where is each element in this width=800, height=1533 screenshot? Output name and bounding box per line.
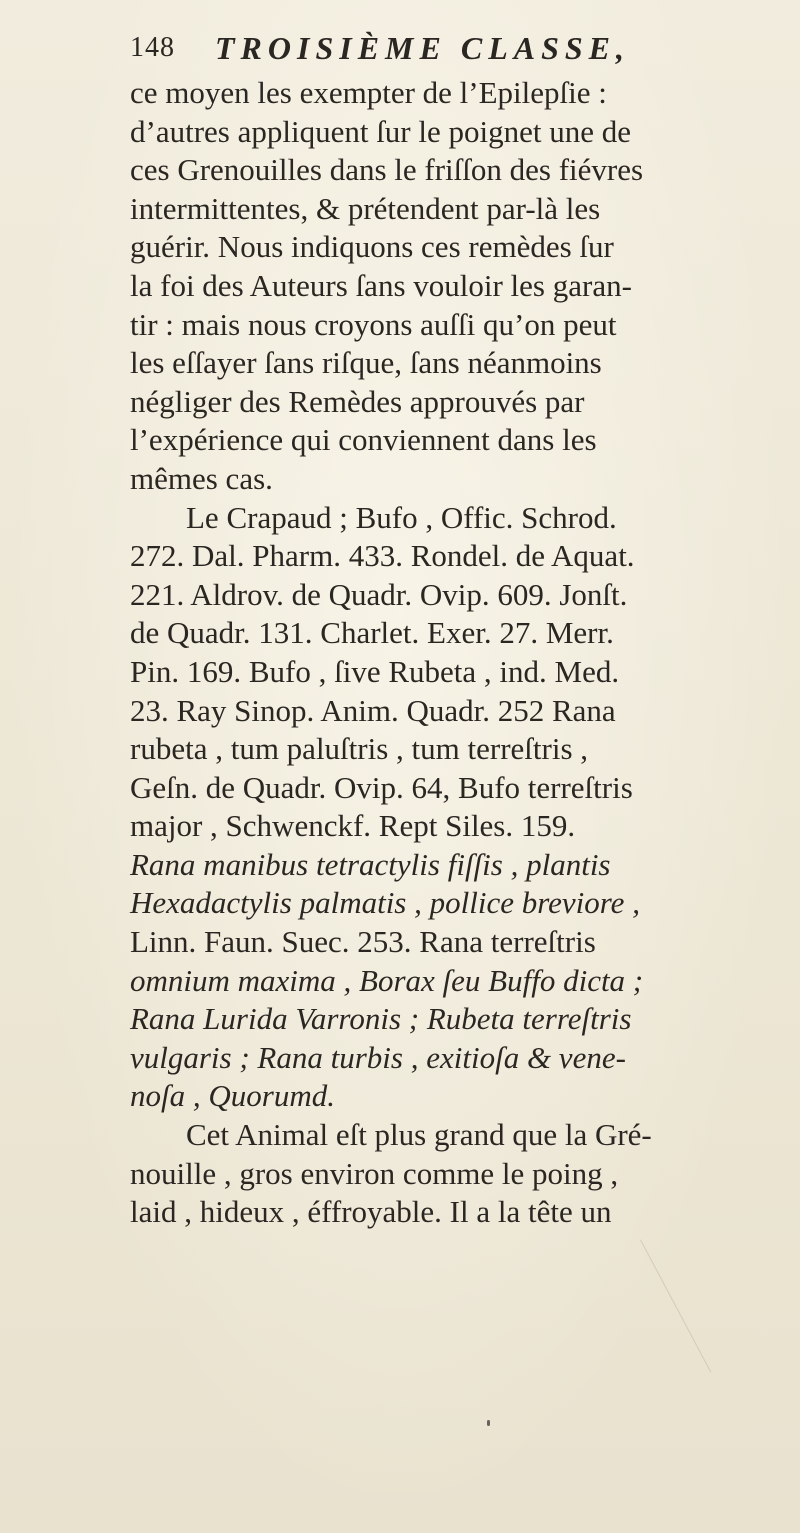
ink-speck bbox=[487, 1420, 490, 1426]
text-line: 23. Ray Sinop. Anim. Quadr. 252 Rana bbox=[130, 692, 616, 728]
text-line: Linn. Faun. Suec. 253. Rana terreſtris bbox=[130, 924, 596, 960]
paragraph-start-line: Cet Animal eſt plus grand que la Gré- bbox=[186, 1117, 652, 1153]
text-line: ces Grenouilles dans le friſſon des fiévres bbox=[130, 152, 644, 188]
text-line: les eſſayer ſans riſque, ſans néanmoins bbox=[130, 345, 602, 381]
text-line: de Quadr. 131. Charlet. Exer. 27. Merr. bbox=[130, 615, 614, 651]
page-number: 148 bbox=[130, 32, 175, 63]
text-line: d’autres appliquent ſur le poignet une de bbox=[130, 113, 632, 149]
text-line: noſa , Quorumd. bbox=[130, 1078, 335, 1114]
text-line: major , Schwenckf. Rept Siles. 159. bbox=[130, 808, 576, 844]
text-line: intermittentes, & prétendent par-là les bbox=[130, 190, 601, 226]
text-line: Rana manibus tetractylis fiſſis , plantis bbox=[130, 846, 611, 882]
text-line: rubeta , tum paluſtris , tum terreſtris , bbox=[130, 731, 589, 767]
text-line: vulgaris ; Rana turbis , exitioſa & vene- bbox=[130, 1039, 626, 1075]
text-line: omnium maxima , Borax ſeu Buffo dicta ; bbox=[130, 962, 644, 998]
text-line: laid , hideux , éffroyable. Il a la tête un bbox=[130, 1194, 612, 1230]
text-line: Pin. 169. Bufo , ſive Rubeta , ind. Med. bbox=[130, 653, 620, 689]
text-line: Hexadactylis palmatis , pollice breviore , bbox=[130, 885, 640, 921]
paragraph-start-line: Le Crapaud ; Bufo , Offic. Schrod. bbox=[186, 499, 617, 535]
text-line: mêmes cas. bbox=[130, 460, 273, 496]
text-line: 272. Dal. Pharm. 433. Rondel. de Aquat. bbox=[130, 538, 635, 574]
text-line: 221. Aldrov. de Quadr. Ovip. 609. Jonſt. bbox=[130, 576, 628, 612]
text-line: Geſn. de Quadr. Ovip. 64, Bufo terreſtris bbox=[130, 769, 633, 805]
text-line: guérir. Nous indiquons ces remèdes ſur bbox=[130, 229, 614, 265]
running-head: TROISIÈME CLASSE, bbox=[215, 30, 631, 66]
text-line: ce moyen les exempter de l’Epilepſie : bbox=[130, 75, 607, 110]
page-header bbox=[130, 30, 770, 70]
text-line: l’expérience qui conviennent dans les bbox=[130, 422, 597, 458]
text-line: la foi des Auteurs ſans vouloir les garan- bbox=[130, 267, 632, 303]
text-line: nouille , gros environ comme le poing , bbox=[130, 1155, 619, 1191]
text-line: négliger des Remèdes approuvés par bbox=[130, 383, 585, 419]
text-line: Rana Lurida Varronis ; Rubeta terreſtris bbox=[130, 1001, 632, 1037]
body-text bbox=[130, 74, 770, 1232]
text-line: tir : mais nous croyons auſſi qu’on peut bbox=[130, 306, 617, 342]
